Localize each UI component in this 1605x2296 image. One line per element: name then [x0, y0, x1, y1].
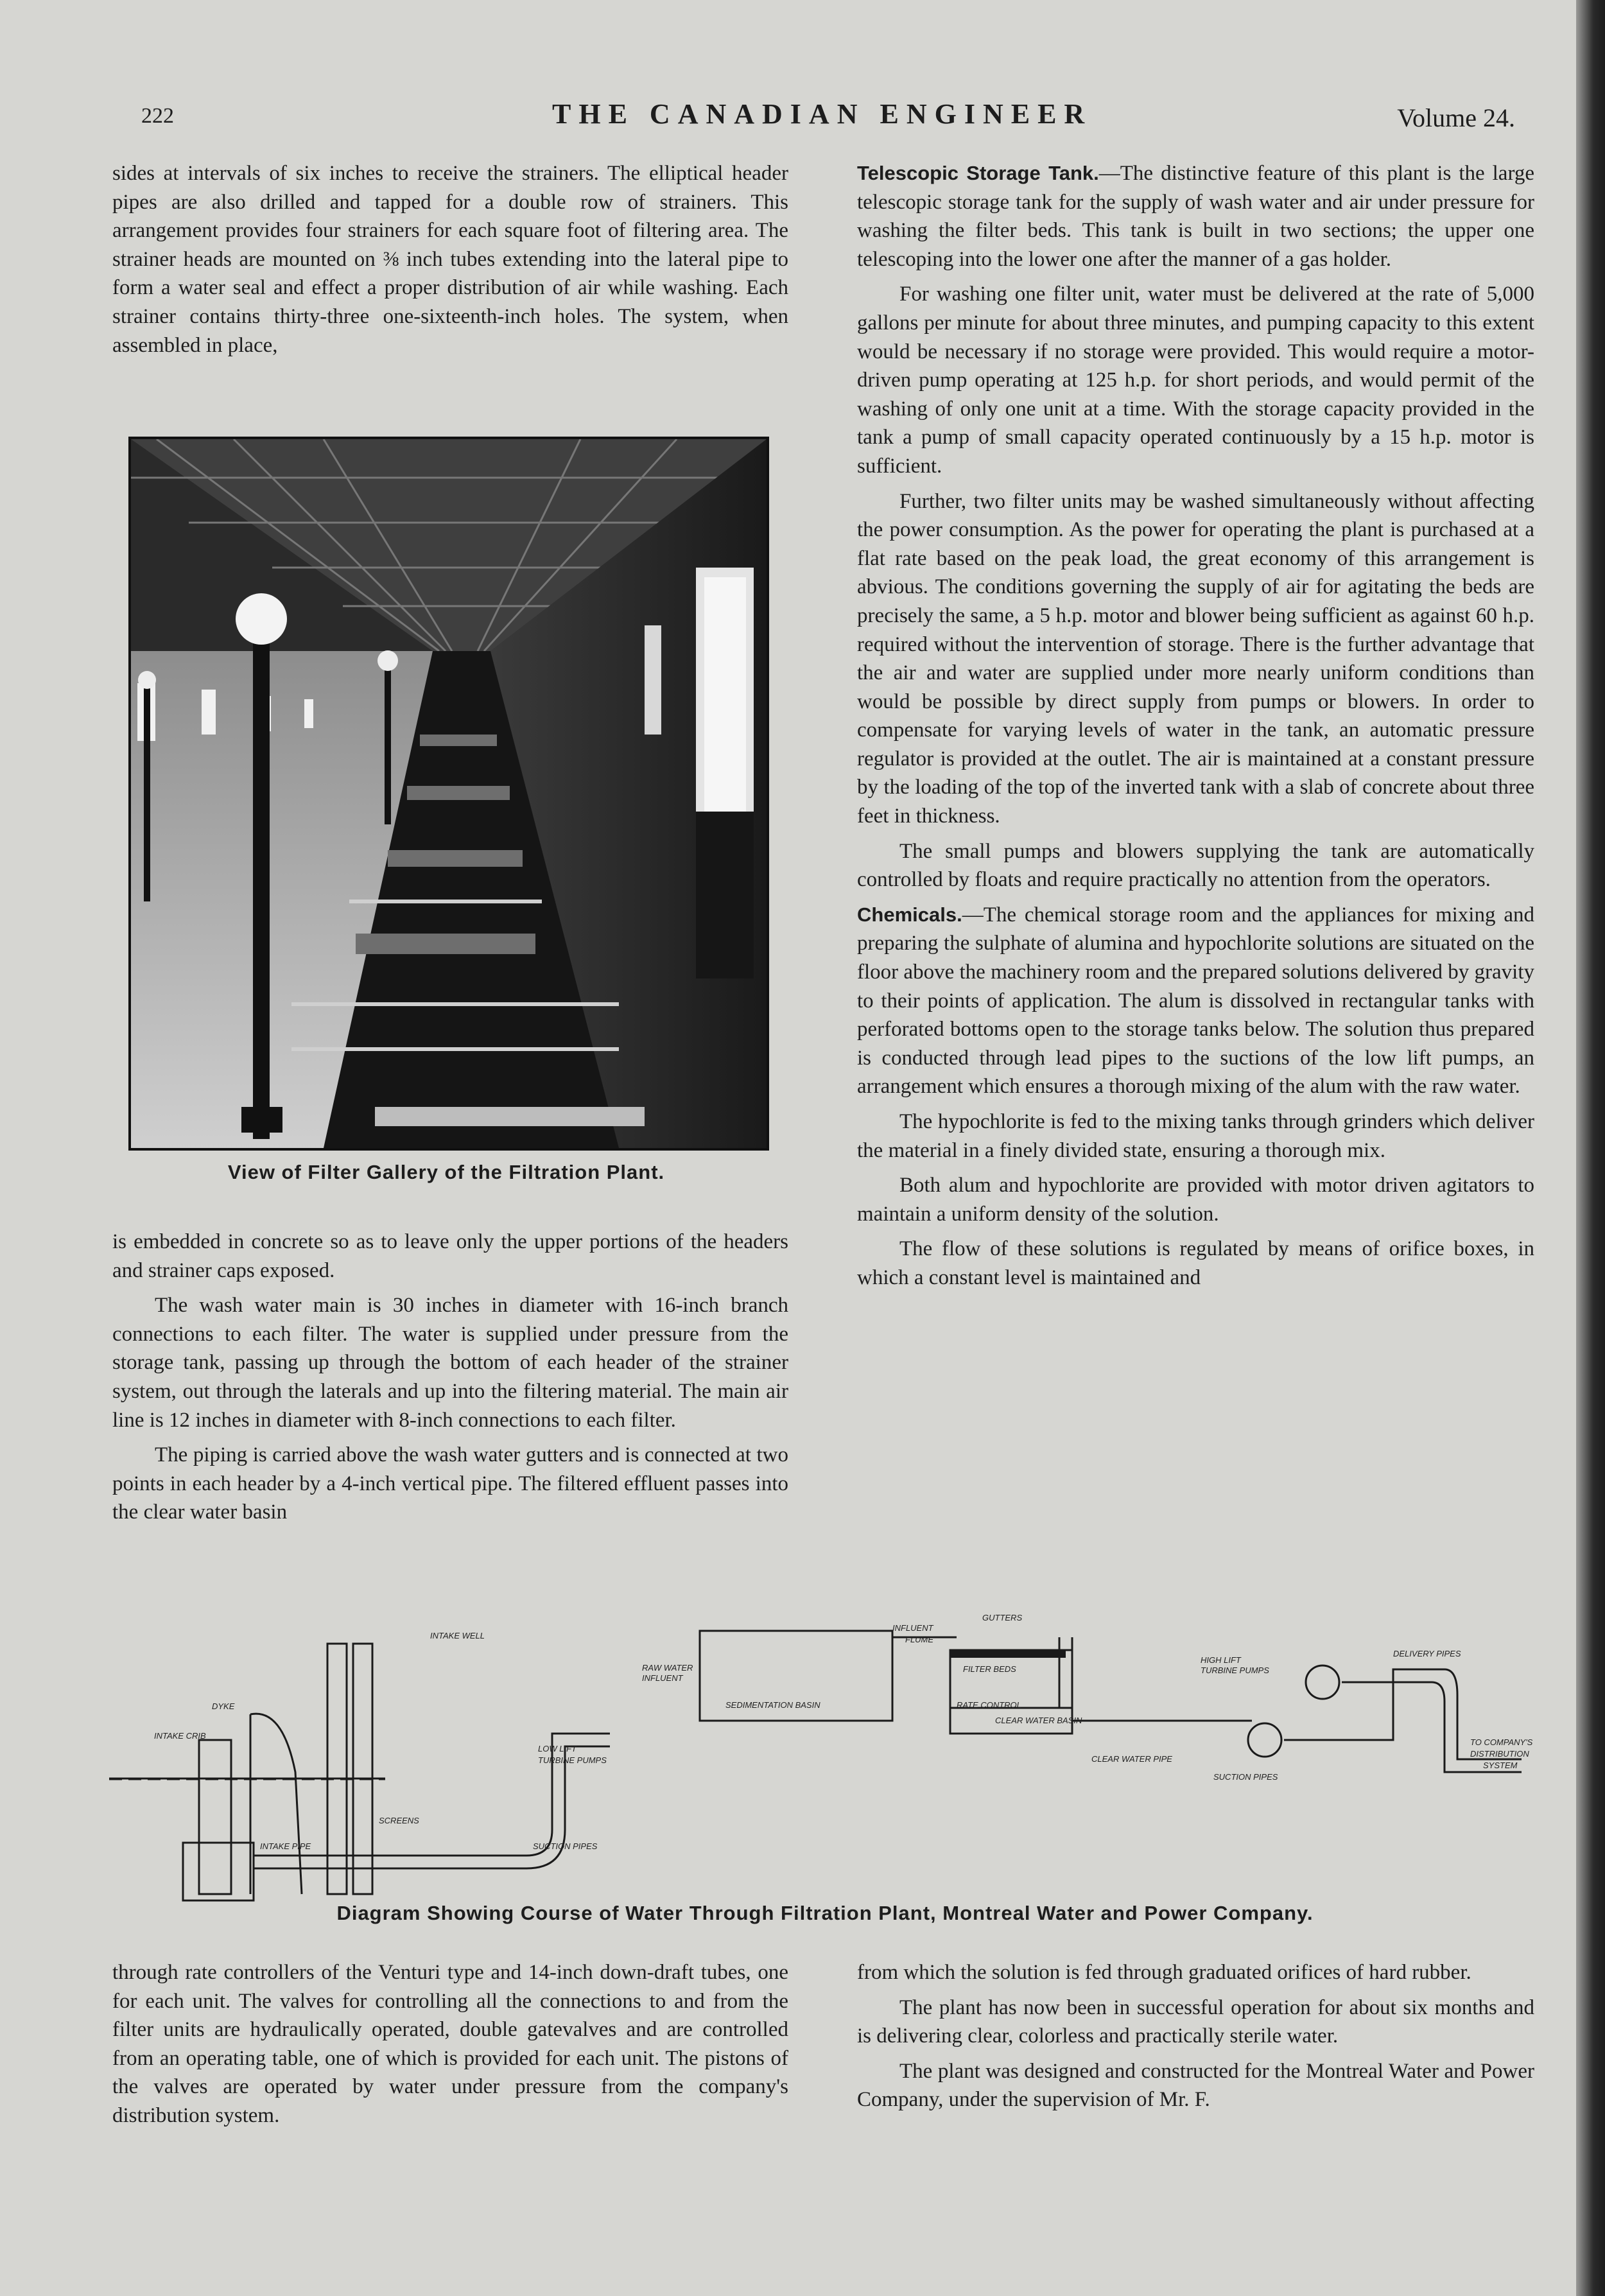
page-number: 222 — [141, 104, 174, 128]
label-intake-pipe: INTAKE PIPE — [260, 1841, 311, 1851]
paragraph-text: —The chemical storage room and the appliances for mixing and preparing the sulphate of alumina and hypochlorite solutions are situated on the floor above the machinery room and the prepared solutions delivered by gravity to their points of application. The alum is dissolved in rectangular tanks with perforated bottoms open to the storage tanks below. The solution thus prepared is conducted through lead pipes to the suctions of the low lift pumps, an arrangement which ensures a thorough mixing of the alum with the raw water. — [857, 903, 1534, 1099]
paragraph: through rate controllers of the Venturi type and 14-inch down-draft tubes, one for each unit. The valves for controlling all the connections to and from the filter units are hydraulically operated, double gatevalves and are controlled from an operating table, one of which is provided for each unit. The pistons of the valves are operated by water under pressure from the company's distribution system. — [112, 1961, 788, 2127]
bottom-right-column — [857, 1958, 1534, 2121]
label-clear-water-pipe: CLEAR WATER PIPE — [1091, 1754, 1172, 1764]
paragraph: For washing one filter unit, water must be delivered at the rate of 5,000 gallons per minute for about three minutes, and pumping capacity to this extent would be necessary if no storage were provided. This would require a motor-driven pump operating at 125 h.p. for short periods, and would permit of the washing of only one unit at a time. With the storage capacity provided in the tank a pump of small capacity operated continuously by a 15 h.p. motor is sufficient. — [857, 283, 1534, 478]
left-column-middle — [112, 1228, 788, 1533]
label-clear-water-basin: CLEAR WATER BASIN — [995, 1716, 1082, 1725]
label-flume: FLUME — [905, 1635, 934, 1644]
paragraph: from which the solution is fed through graduated orifices of hard rubber. — [857, 1961, 1471, 1984]
paragraph: The piping is carried above the wash water gutters and is connected at two points in each header by a 4-inch vertical pipe. The filtered effluent passes into the clear water basin — [112, 1443, 788, 1524]
paragraph: Both alum and hypochlorite are provided with motor driven agitators to maintain a uniform density of the solution. — [857, 1174, 1534, 1226]
paragraph: The plant was designed and constructed for the Montreal Water and Power Company, under the supervision of Mr. F. — [857, 2059, 1534, 2112]
filter-gallery-photo — [128, 437, 769, 1151]
left-column-top — [112, 159, 788, 366]
label-high-lift-pumps: TURBINE PUMPS — [1201, 1665, 1269, 1675]
section-heading: Telescopic Storage Tank. — [857, 162, 1099, 184]
label-turbine-pumps: TURBINE PUMPS — [538, 1755, 607, 1765]
label-distribution: DISTRIBUTION — [1470, 1749, 1529, 1759]
paragraph — [857, 901, 1534, 1101]
label-suction-pipes-2: SUCTION PIPES — [1213, 1772, 1278, 1782]
label-suction-pipes: SUCTION PIPES — [533, 1841, 598, 1851]
label-rate-control: RATE CONTROL — [957, 1700, 1021, 1710]
paragraph-text: —The distinctive feature of this plant is the large telescopic storage tank for the supply of wash water and air under pressure for washing the filter beds. This tank is built in two sections; the upper one telescoping into the lower one after the manner of a gas holder. — [857, 162, 1534, 271]
filter-gallery-illustration — [131, 439, 767, 1148]
paragraph: The hypochlorite is fed to the mixing tanks through grinders which deliver the material in a finely divided state, ensuring a thorough mix. — [857, 1110, 1534, 1162]
label-system: SYSTEM — [1483, 1761, 1518, 1770]
paragraph: The flow of these solutions is regulated by means of orifice boxes, in which a constant level is maintained and — [857, 1237, 1534, 1289]
right-column-top — [857, 159, 1534, 1299]
label-intake-well: INTAKE WELL — [430, 1631, 485, 1640]
paragraph: The plant has now been in successful operation for about six months and is delivering clear, colorless and practically sterile water. — [857, 1996, 1534, 2048]
label-dyke: DYKE — [212, 1701, 235, 1711]
label-sedimentation-basin: SEDIMENTATION BASIN — [725, 1700, 820, 1710]
section-heading: Chemicals. — [857, 903, 962, 926]
binding-spine — [1576, 0, 1605, 2296]
label-raw-water: RAW WATER — [642, 1663, 693, 1673]
paragraph: The small pumps and blowers supplying the tank are automatically controlled by floats and require practically no attention from the operators. — [857, 839, 1534, 892]
label-influent-flume: INFLUENT — [892, 1623, 933, 1633]
label-to-company: TO COMPANY'S — [1470, 1737, 1533, 1747]
label-high-lift: HIGH LIFT — [1201, 1655, 1241, 1665]
running-header — [141, 98, 1515, 136]
label-delivery-pipes: DELIVERY PIPES — [1393, 1649, 1461, 1658]
bottom-left-column — [112, 1958, 788, 2137]
label-screens: SCREENS — [379, 1816, 419, 1825]
label-gutters: GUTTERS — [982, 1613, 1023, 1622]
water-course-diagram — [109, 1612, 1541, 1907]
label-low-lift: LOW LIFT — [538, 1744, 577, 1753]
journal-title: THE CANADIAN ENGINEER — [552, 98, 1093, 130]
paragraph: The wash water main is 30 inches in diameter with 16-inch branch connections to each filter. The water is supplied under pressure from the storage tank, passing up through the bottom of each header of the strainer system, out through the laterals and up into the filtering material. The main air line is 12 inches in diameter with 8-inch connections to each filter. — [112, 1294, 788, 1432]
diagram-caption: Diagram Showing Course of Water Through Filtration Plant, Montreal Water and Power Company. — [336, 1902, 1314, 1924]
paragraph: Further, two filter units may be washed simultaneously without affecting the power consumption. As the power for operating the plant is purchased at a flat rate based on the peak load, the great economy of this arrangement is abvious. The conditions governing the supply of air for agitating the beds are precisely the same, a 5 h.p. motor and blower being sufficient as against 60 h.p. required without the intervention of storage. There is the further advantage that the air and water are supplied under more nearly uniform conditions than would be possible by direct supply from pumps or blowers. In order to compensate for varying levels of water in the tank, an automatic pressure regulator is provided at the outlet. The air is maintained at a constant pressure by the loading of the top of the inverted tank with a slab of concrete about three feet in thickness. — [857, 489, 1534, 828]
label-filter-beds: FILTER BEDS — [963, 1664, 1016, 1674]
volume-label: Volume 24. — [1397, 103, 1515, 132]
label-intake-crib: INTAKE CRIB — [154, 1731, 206, 1741]
label-influent: INFLUENT — [642, 1673, 683, 1683]
photo-caption: View of Filter Gallery of the Filtration Plant. — [227, 1161, 665, 1183]
paragraph: sides at intervals of six inches to receive the strainers. The elliptical header pipes are also drilled and tapped for a double row of strainers. This arrangement provides four strainers for each square foot of filtering area. The strainer heads are mounted on ⅜ inch tubes extending into the lateral pipe to form a water seal and effect a proper distribution of air while washing. Each strainer contains thirty-three one-sixteenth-inch holes. The system, when assembled in place, — [112, 162, 788, 357]
paragraph — [857, 159, 1534, 274]
paragraph: is embedded in concrete so as to leave only the upper portions of the headers and strainer caps exposed. — [112, 1230, 788, 1282]
